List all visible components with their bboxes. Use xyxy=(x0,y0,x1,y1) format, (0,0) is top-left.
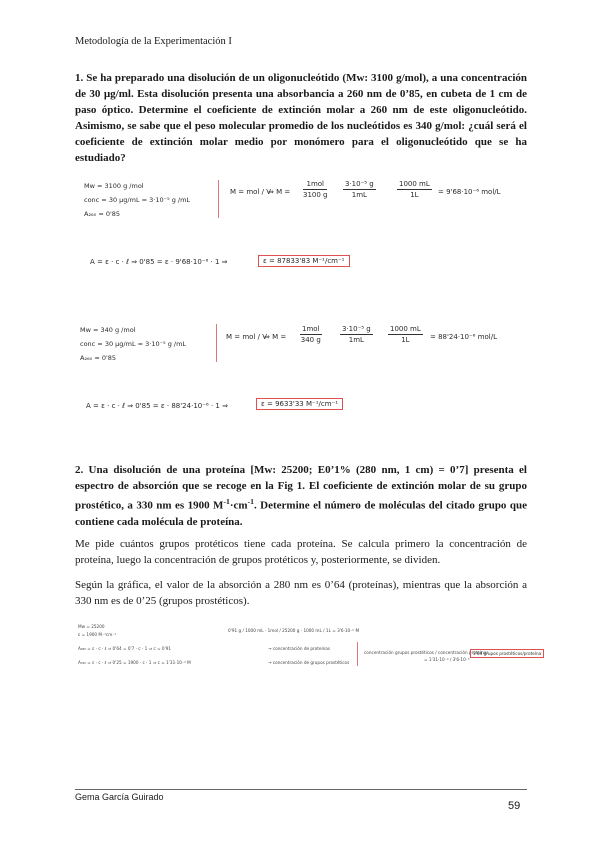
work2-arrow: ⇒ M = xyxy=(264,333,287,341)
work2-answer-box: ε = 9633'33 M⁻¹/cm⁻¹ xyxy=(256,398,343,410)
work3-note-groups: → concentración de grupos prostéticos xyxy=(268,660,350,665)
work2-beer: A = ε · c · ℓ ⇒ 0'85 = ε · 88'24·10⁻⁶ · 1 ⇒ xyxy=(86,402,228,410)
work3-fraction-line: 0'91 g / 1000 mL · 1mol / 25200 g · 1000 mL / 1L = 3'6·10⁻⁵ M xyxy=(228,628,360,633)
work1-fraction-3 xyxy=(397,180,432,199)
work2-result-m: = 88'24·10⁻⁶ mol/L xyxy=(430,333,497,341)
question-2-title xyxy=(75,462,527,530)
work3-line-2: ε = 1900 M⁻¹cm⁻¹ xyxy=(78,632,117,637)
answer-2-paragraph-2: Según la gráfica, el valor de la absorción a 280 nm es 0’64 (proteínas), mientras que la absorción a 330 nm es de 0’25 (grupos prostéticos). xyxy=(75,579,527,607)
work2-m-eq: M = mol / V xyxy=(226,333,267,341)
work1-beer: A = ε · c · ℓ ⇒ 0'85 = ε · 9'68·10⁻⁶ · 1 ⇒ xyxy=(90,258,228,266)
work2-f3-den: 1L xyxy=(401,336,410,344)
work2-fraction-3 xyxy=(388,325,423,344)
work1-arrow: ⇒ M = xyxy=(268,188,291,196)
footer-divider xyxy=(75,789,527,790)
work2-conc: conc = 30 µg/mL = 3·10⁻⁵ g /mL xyxy=(80,340,187,348)
work2-f3-num: 1000 mL xyxy=(390,325,421,333)
work2-fraction-2 xyxy=(340,325,373,344)
work2-f1-den: 340 g xyxy=(300,336,321,344)
work3-line-3: A₂₈₀ = ε · c · ℓ ⇒ 0'64 = 0'7 · c · 1 ⇒ c = 0'91 xyxy=(78,646,172,651)
footer-author: Gema García Guirado xyxy=(75,792,164,802)
work1-f3-num: 1000 mL xyxy=(399,180,430,188)
work1-brace xyxy=(218,180,219,218)
work2-f2-num: 3·10⁻⁵ g xyxy=(342,325,371,333)
work1-result-m: = 9'68·10⁻⁶ mol/L xyxy=(438,188,501,196)
page-number: 59 xyxy=(508,800,521,812)
work2-fraction-1 xyxy=(300,325,322,344)
work1-f2-den: 1mL xyxy=(351,191,367,199)
work1-f3-den: 1L xyxy=(410,191,419,199)
work1-fraction-2 xyxy=(343,180,376,199)
work1-f1-num: 1mol xyxy=(303,180,327,190)
question-2-title-b: ·cm xyxy=(229,499,248,512)
work1-fraction-1 xyxy=(303,180,327,199)
work2-mw: Mw = 340 g /mol xyxy=(80,326,136,334)
work3-ratio: concentración grupos prostéticos / concentración proteínas xyxy=(364,650,489,655)
work1-abs: A₂₆₀ = 0'85 xyxy=(84,210,121,218)
question-1-title: 1. Se ha preparado una disolución de un oligonucleótido (Mw: 3100 g/mol), a una concentración de 30 µg/ml. Esta disolución presenta una absorbancia a 260 nm de 0’85, en cubeta de 1 cm de paso óptico. Determine el coeficiente de extinción molar a 260 nm de este oligonucleótido. Asimismo, se sabe que el peso molecular promedio de los nucleótidos es 340 g/mol: ¿cuál será el coeficiente de extinción molar medio por monómero para el oligonucleótido que se ha estudiado? xyxy=(75,72,527,164)
work2-brace xyxy=(216,324,217,362)
question-2-title-a: 2. Una disolución de una proteína [Mw: 25200; E0’1% (280 nm, 1 cm) = 0’7] presenta el espectro de absorción que se recoge en la Fig 1. El coeficiente de extinción molar de su grupo prostético, a 330 nm es 1900 M xyxy=(75,464,527,512)
work2-f1-num: 1mol xyxy=(302,325,320,333)
answer-2-paragraph-1: Me pide cuántos grupos protéticos tiene cada proteína. Se calcula primero la concentración de proteína, luego la concentración de grupos protéticos y, posteriormente, se dividen. xyxy=(75,538,527,566)
work3-line-1: Mw = 25200 xyxy=(78,624,105,629)
work1-mw: Mw = 3100 g /mol xyxy=(84,182,144,190)
work1-f1-den: 3100 g xyxy=(303,191,328,199)
work2-f2-den: 1mL xyxy=(348,336,364,344)
work3-answer-box: 3'64 grupos prostéticos/proteína xyxy=(470,649,544,658)
work1-conc: conc = 30 µg/mL = 3·10⁻⁵ g /mL xyxy=(84,196,191,204)
work1-f2-num: 3·10⁻⁵ g xyxy=(345,180,374,188)
work3-line-4: A₃₃₀ = ε · c · ℓ ⇒ 0'25 = 1900 · c · 1 ⇒ c = 1'31·10⁻⁴ M xyxy=(78,660,191,665)
work1-m-eq: M = mol / V xyxy=(230,188,271,196)
work3-brace xyxy=(357,642,358,666)
work1-answer-box: ε = 87833'83 M⁻¹/cm⁻¹ xyxy=(258,255,350,267)
work3-note-proteins: → concentración de proteínas xyxy=(268,646,331,651)
work2-abs: A₂₆₀ = 0'85 xyxy=(80,354,117,362)
work3-ratio-values: = 1'31·10⁻⁴ / 3'6·10⁻⁵ xyxy=(424,657,470,662)
page-header: Metodología de la Experimentación I xyxy=(75,36,232,47)
question-2-sup-1: -1 xyxy=(223,497,230,506)
question-2-title-c: . Determine el número de moléculas del citado grupo que contiene cada molécula de proteína. xyxy=(75,499,527,528)
question-2-sup-2: -1 xyxy=(247,497,254,506)
